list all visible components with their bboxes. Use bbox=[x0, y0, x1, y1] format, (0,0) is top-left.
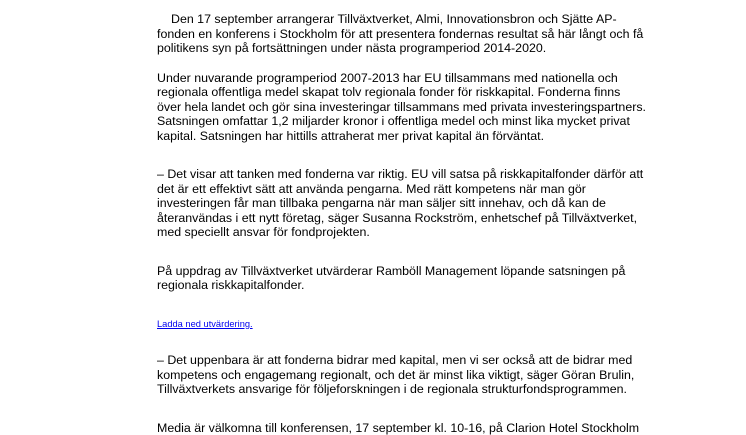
paragraph-quote-rockstrom bbox=[157, 167, 737, 240]
text-line: det är ett effektivt sätt att använda pengarna. Med rätt kompetens när man gör bbox=[157, 182, 737, 197]
text-line: Under nuvarande programperiod 2007-2013 har EU tillsammans med nationella och bbox=[157, 71, 737, 86]
text-line: regionala riskkapitalfonder. bbox=[157, 278, 737, 293]
text-line: regionala offentliga medel skapat tolv regionala fonder för riskkapital. Fonderna finns bbox=[157, 85, 737, 100]
download-evaluation-link[interactable]: Ladda ned utvärdering. bbox=[157, 319, 253, 329]
download-link-container bbox=[157, 316, 737, 331]
paragraph-background bbox=[157, 71, 737, 144]
text-line: återanvändas i ett nytt företag, säger Susanna Rockström, enhetschef på Tillväxtverket, bbox=[157, 211, 737, 226]
text-line: fonden en konferens i Stockholm för att presentera fondernas resultat så här långt och få bbox=[157, 27, 737, 42]
text-line: kapital. Satsningen har hittills attraherat mer privat kapital än förväntat. bbox=[157, 129, 737, 144]
text-line: Satsningen omfattar 1,2 miljarder kronor i offentliga medel och minst lika mycket privat bbox=[157, 114, 737, 129]
document-body bbox=[157, 12, 737, 435]
text-line: Tillväxtverkets ansvarige för följeforskningen i de regionala strukturfondsprogrammen. bbox=[157, 382, 737, 397]
paragraph-evaluation bbox=[157, 264, 737, 293]
text-line: över hela landet och gör sina investeringar tillsammans med privata investeringspartners. bbox=[157, 100, 737, 115]
text-line: – Det visar att tanken med fonderna var riktig. EU vill satsa på riskkapitalfonder därför att bbox=[157, 167, 737, 182]
text-line: Den 17 september arrangerar Tillväxtverket, Almi, Innovationsbron och Sjätte AP- bbox=[157, 12, 737, 27]
text-line: med speciellt ansvar för fondprojekten. bbox=[157, 225, 737, 240]
text-line: – Det uppenbara är att fonderna bidrar med kapital, men vi ser också att de bidrar med bbox=[157, 353, 737, 368]
paragraph-media bbox=[157, 421, 737, 435]
paragraph-intro bbox=[157, 12, 737, 56]
text-line: kompetens och engagemang regionalt, och det är minst lika viktigt, säger Göran Brulin, bbox=[157, 368, 737, 383]
text-line: På uppdrag av Tillväxtverket utvärderar Ramböll Management löpande satsningen på bbox=[157, 264, 737, 279]
text-line: investeringen får man tillbaka pengarna när man säljer sitt innehav, och då kan de bbox=[157, 196, 737, 211]
text-line: politikens syn på fortsättningen under nästa programperiod 2014-2020. bbox=[157, 41, 737, 56]
paragraph-quote-brulin bbox=[157, 353, 737, 397]
text-line: Media är välkomna till konferensen, 17 september kl. 10-16, på Clarion Hotel Stockholm bbox=[157, 421, 737, 435]
